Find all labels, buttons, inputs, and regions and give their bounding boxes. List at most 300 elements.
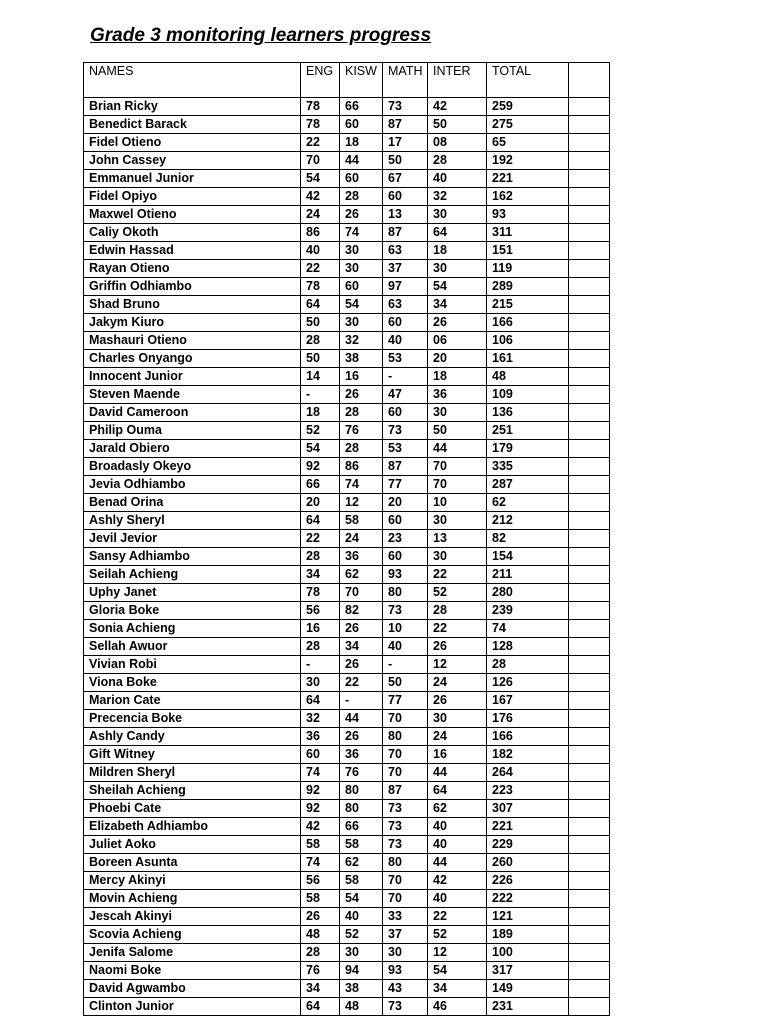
total-score-cell: 100 (487, 944, 569, 962)
kisw-score-cell: 58 (340, 512, 383, 530)
table-row (84, 908, 610, 926)
total-score-cell: 179 (487, 440, 569, 458)
table-row (84, 116, 610, 134)
math-score-cell: 10 (383, 620, 428, 638)
total-score-cell: 28 (487, 656, 569, 674)
learner-name-cell: Scovia Achieng (84, 926, 301, 944)
kisw-score-cell: 74 (340, 224, 383, 242)
empty-cell (569, 314, 610, 332)
eng-score-cell: 60 (301, 746, 340, 764)
eng-score-cell: 92 (301, 800, 340, 818)
math-score-cell: 63 (383, 296, 428, 314)
empty-cell (569, 242, 610, 260)
learner-name-cell: Jescah Akinyi (84, 908, 301, 926)
empty-cell (569, 332, 610, 350)
empty-cell (569, 656, 610, 674)
table-row (84, 422, 610, 440)
empty-cell (569, 350, 610, 368)
total-score-cell: 119 (487, 260, 569, 278)
math-score-cell: 23 (383, 530, 428, 548)
learner-name-cell: Broadasly Okeyo (84, 458, 301, 476)
total-score-cell: 192 (487, 152, 569, 170)
math-score-cell: 40 (383, 638, 428, 656)
empty-cell (569, 512, 610, 530)
kisw-score-cell: 58 (340, 836, 383, 854)
inter-score-cell: 42 (428, 98, 487, 116)
total-score-cell: 239 (487, 602, 569, 620)
inter-score-cell: 22 (428, 620, 487, 638)
inter-score-cell: 70 (428, 476, 487, 494)
table-row (84, 926, 610, 944)
total-score-cell: 121 (487, 908, 569, 926)
table-row (84, 656, 610, 674)
total-score-cell: 221 (487, 818, 569, 836)
eng-score-cell: 64 (301, 296, 340, 314)
empty-cell (569, 530, 610, 548)
empty-cell (569, 854, 610, 872)
kisw-score-cell: 94 (340, 962, 383, 980)
learner-name-cell: Elizabeth Adhiambo (84, 818, 301, 836)
total-score-cell: 149 (487, 980, 569, 998)
math-score-cell: 87 (383, 458, 428, 476)
kisw-score-cell: 24 (340, 530, 383, 548)
learner-name-cell: Charles Onyango (84, 350, 301, 368)
empty-cell (569, 692, 610, 710)
header-names: NAMES (84, 63, 301, 98)
total-score-cell: 226 (487, 872, 569, 890)
table-row (84, 998, 610, 1016)
empty-cell (569, 404, 610, 422)
eng-score-cell: 34 (301, 980, 340, 998)
eng-score-cell: 22 (301, 260, 340, 278)
kisw-score-cell: 60 (340, 278, 383, 296)
kisw-score-cell: 36 (340, 548, 383, 566)
total-score-cell: 280 (487, 584, 569, 602)
learner-name-cell: Mildren Sheryl (84, 764, 301, 782)
learner-name-cell: Edwin Hassad (84, 242, 301, 260)
math-score-cell: 60 (383, 512, 428, 530)
table-row (84, 368, 610, 386)
eng-score-cell: 36 (301, 728, 340, 746)
learner-name-cell: Uphy Janet (84, 584, 301, 602)
math-score-cell: 67 (383, 170, 428, 188)
learner-name-cell: David Cameroon (84, 404, 301, 422)
math-score-cell: 13 (383, 206, 428, 224)
inter-score-cell: 34 (428, 296, 487, 314)
math-score-cell: 70 (383, 710, 428, 728)
inter-score-cell: 70 (428, 458, 487, 476)
empty-cell (569, 818, 610, 836)
total-score-cell: 335 (487, 458, 569, 476)
math-score-cell: 50 (383, 152, 428, 170)
math-score-cell: 40 (383, 332, 428, 350)
learner-name-cell: Brian Ricky (84, 98, 301, 116)
learner-name-cell: Steven Maende (84, 386, 301, 404)
empty-cell (569, 836, 610, 854)
learner-name-cell: Sellah Awuor (84, 638, 301, 656)
kisw-score-cell: 28 (340, 440, 383, 458)
inter-score-cell: 44 (428, 854, 487, 872)
math-score-cell: - (383, 368, 428, 386)
learner-name-cell: Jenifa Salome (84, 944, 301, 962)
eng-score-cell: 56 (301, 602, 340, 620)
math-score-cell: 60 (383, 548, 428, 566)
empty-cell (569, 890, 610, 908)
empty-cell (569, 710, 610, 728)
empty-cell (569, 98, 610, 116)
inter-score-cell: 28 (428, 602, 487, 620)
empty-cell (569, 728, 610, 746)
total-score-cell: 162 (487, 188, 569, 206)
inter-score-cell: 52 (428, 584, 487, 602)
total-score-cell: 74 (487, 620, 569, 638)
math-score-cell: 73 (383, 98, 428, 116)
inter-score-cell: 36 (428, 386, 487, 404)
learner-name-cell: Gloria Boke (84, 602, 301, 620)
empty-cell (569, 476, 610, 494)
math-score-cell: 80 (383, 728, 428, 746)
learner-name-cell: Boreen Asunta (84, 854, 301, 872)
learner-name-cell: Marion Cate (84, 692, 301, 710)
header-blank (569, 63, 610, 98)
total-score-cell: 62 (487, 494, 569, 512)
table-row (84, 836, 610, 854)
eng-score-cell: 42 (301, 188, 340, 206)
kisw-score-cell: 66 (340, 818, 383, 836)
total-score-cell: 136 (487, 404, 569, 422)
kisw-score-cell: 58 (340, 872, 383, 890)
table-row (84, 332, 610, 350)
learner-name-cell: Fidel Otieno (84, 134, 301, 152)
math-score-cell: 77 (383, 692, 428, 710)
eng-score-cell: 74 (301, 764, 340, 782)
math-score-cell: 93 (383, 566, 428, 584)
inter-score-cell: 16 (428, 746, 487, 764)
eng-score-cell: 64 (301, 512, 340, 530)
table-row (84, 314, 610, 332)
table-row (84, 872, 610, 890)
math-score-cell: 63 (383, 242, 428, 260)
total-score-cell: 260 (487, 854, 569, 872)
eng-score-cell: 34 (301, 566, 340, 584)
learner-name-cell: Griffin Odhiambo (84, 278, 301, 296)
learner-name-cell: Mercy Akinyi (84, 872, 301, 890)
kisw-score-cell: - (340, 692, 383, 710)
table-row (84, 386, 610, 404)
table-row (84, 458, 610, 476)
math-score-cell: 73 (383, 818, 428, 836)
table-row (84, 854, 610, 872)
kisw-score-cell: 38 (340, 350, 383, 368)
kisw-score-cell: 54 (340, 890, 383, 908)
learner-name-cell: Sansy Adhiambo (84, 548, 301, 566)
kisw-score-cell: 36 (340, 746, 383, 764)
table-row (84, 440, 610, 458)
header-eng: ENG (301, 63, 340, 98)
empty-cell (569, 224, 610, 242)
inter-score-cell: 42 (428, 872, 487, 890)
learner-name-cell: Shad Bruno (84, 296, 301, 314)
math-score-cell: 53 (383, 440, 428, 458)
math-score-cell: 70 (383, 872, 428, 890)
empty-cell (569, 440, 610, 458)
eng-score-cell: 50 (301, 350, 340, 368)
empty-cell (569, 926, 610, 944)
total-score-cell: 93 (487, 206, 569, 224)
inter-score-cell: 30 (428, 548, 487, 566)
table-row (84, 512, 610, 530)
inter-score-cell: 28 (428, 152, 487, 170)
math-score-cell: 97 (383, 278, 428, 296)
table-row (84, 818, 610, 836)
inter-score-cell: 44 (428, 764, 487, 782)
kisw-score-cell: 44 (340, 152, 383, 170)
inter-score-cell: 30 (428, 260, 487, 278)
kisw-score-cell: 30 (340, 260, 383, 278)
math-score-cell: 20 (383, 494, 428, 512)
math-score-cell: 73 (383, 836, 428, 854)
empty-cell (569, 764, 610, 782)
eng-score-cell: 86 (301, 224, 340, 242)
eng-score-cell: 28 (301, 548, 340, 566)
math-score-cell: 87 (383, 782, 428, 800)
eng-score-cell: 78 (301, 278, 340, 296)
empty-cell (569, 872, 610, 890)
empty-cell (569, 980, 610, 998)
math-score-cell: 53 (383, 350, 428, 368)
empty-cell (569, 422, 610, 440)
inter-score-cell: 54 (428, 278, 487, 296)
eng-score-cell: 54 (301, 170, 340, 188)
total-score-cell: 215 (487, 296, 569, 314)
math-score-cell: 70 (383, 764, 428, 782)
empty-cell (569, 548, 610, 566)
total-score-cell: 65 (487, 134, 569, 152)
learner-name-cell: Innocent Junior (84, 368, 301, 386)
eng-score-cell: 56 (301, 872, 340, 890)
total-score-cell: 161 (487, 350, 569, 368)
empty-cell (569, 278, 610, 296)
inter-score-cell: 40 (428, 170, 487, 188)
table-row (84, 98, 610, 116)
eng-score-cell: 28 (301, 944, 340, 962)
inter-score-cell: 50 (428, 116, 487, 134)
kisw-score-cell: 48 (340, 998, 383, 1016)
math-score-cell: 60 (383, 314, 428, 332)
kisw-score-cell: 60 (340, 170, 383, 188)
kisw-score-cell: 76 (340, 422, 383, 440)
header-kisw: KISW (340, 63, 383, 98)
inter-score-cell: 08 (428, 134, 487, 152)
math-score-cell: 73 (383, 998, 428, 1016)
inter-score-cell: 64 (428, 782, 487, 800)
table-row (84, 728, 610, 746)
table-row (84, 404, 610, 422)
math-score-cell: 70 (383, 890, 428, 908)
table-row (84, 188, 610, 206)
inter-score-cell: 24 (428, 674, 487, 692)
document-title: Grade 3 monitoring learners progress (90, 25, 432, 46)
eng-score-cell: 58 (301, 890, 340, 908)
kisw-score-cell: 76 (340, 764, 383, 782)
learner-name-cell: Clinton Junior (84, 998, 301, 1016)
empty-cell (569, 998, 610, 1016)
total-score-cell: 106 (487, 332, 569, 350)
table-row (84, 782, 610, 800)
math-score-cell: 80 (383, 854, 428, 872)
kisw-score-cell: 62 (340, 854, 383, 872)
learner-name-cell: Juliet Aoko (84, 836, 301, 854)
math-score-cell: 50 (383, 674, 428, 692)
learner-name-cell: Vivian Robi (84, 656, 301, 674)
table-row (84, 584, 610, 602)
total-score-cell: 317 (487, 962, 569, 980)
math-score-cell: 77 (383, 476, 428, 494)
table-row (84, 530, 610, 548)
learner-name-cell: Jarald Obiero (84, 440, 301, 458)
learner-name-cell: Viona Boke (84, 674, 301, 692)
math-score-cell: 80 (383, 584, 428, 602)
total-score-cell: 311 (487, 224, 569, 242)
total-score-cell: 223 (487, 782, 569, 800)
math-score-cell: 93 (383, 962, 428, 980)
inter-score-cell: 30 (428, 206, 487, 224)
empty-cell (569, 458, 610, 476)
empty-cell (569, 188, 610, 206)
total-score-cell: 229 (487, 836, 569, 854)
inter-score-cell: 22 (428, 566, 487, 584)
empty-cell (569, 782, 610, 800)
learner-name-cell: Mashauri Otieno (84, 332, 301, 350)
kisw-score-cell: 74 (340, 476, 383, 494)
eng-score-cell: 14 (301, 368, 340, 386)
table-row (84, 242, 610, 260)
learner-name-cell: Sheilah Achieng (84, 782, 301, 800)
header-inter: INTER (428, 63, 487, 98)
header-math: MATH (383, 63, 428, 98)
table-row (84, 944, 610, 962)
math-score-cell: 87 (383, 224, 428, 242)
learner-name-cell: Rayan Otieno (84, 260, 301, 278)
empty-cell (569, 566, 610, 584)
table-row (84, 206, 610, 224)
empty-cell (569, 962, 610, 980)
inter-score-cell: 52 (428, 926, 487, 944)
table-row (84, 476, 610, 494)
learner-name-cell: Jevil Jevior (84, 530, 301, 548)
eng-score-cell: 66 (301, 476, 340, 494)
total-score-cell: 231 (487, 998, 569, 1016)
eng-score-cell: 76 (301, 962, 340, 980)
table-row (84, 296, 610, 314)
eng-score-cell: 16 (301, 620, 340, 638)
eng-score-cell: 64 (301, 692, 340, 710)
learner-name-cell: Fidel Opiyo (84, 188, 301, 206)
header-total: TOTAL (487, 63, 569, 98)
table-row (84, 260, 610, 278)
kisw-score-cell: 18 (340, 134, 383, 152)
eng-score-cell: 92 (301, 782, 340, 800)
empty-cell (569, 206, 610, 224)
eng-score-cell: 42 (301, 818, 340, 836)
empty-cell (569, 674, 610, 692)
eng-score-cell: 52 (301, 422, 340, 440)
inter-score-cell: 12 (428, 944, 487, 962)
kisw-score-cell: 82 (340, 602, 383, 620)
inter-score-cell: 22 (428, 908, 487, 926)
kisw-score-cell: 32 (340, 332, 383, 350)
eng-score-cell: 78 (301, 116, 340, 134)
kisw-score-cell: 86 (340, 458, 383, 476)
total-score-cell: 154 (487, 548, 569, 566)
learner-name-cell: Movin Achieng (84, 890, 301, 908)
empty-cell (569, 260, 610, 278)
math-score-cell: - (383, 656, 428, 674)
inter-score-cell: 54 (428, 962, 487, 980)
eng-score-cell: 48 (301, 926, 340, 944)
empty-cell (569, 386, 610, 404)
inter-score-cell: 46 (428, 998, 487, 1016)
eng-score-cell: 26 (301, 908, 340, 926)
empty-cell (569, 170, 610, 188)
math-score-cell: 73 (383, 800, 428, 818)
total-score-cell: 289 (487, 278, 569, 296)
inter-score-cell: 30 (428, 404, 487, 422)
table-row (84, 620, 610, 638)
inter-score-cell: 20 (428, 350, 487, 368)
inter-score-cell: 32 (428, 188, 487, 206)
kisw-score-cell: 70 (340, 584, 383, 602)
math-score-cell: 60 (383, 404, 428, 422)
inter-score-cell: 64 (428, 224, 487, 242)
learner-name-cell: Precencia Boke (84, 710, 301, 728)
total-score-cell: 275 (487, 116, 569, 134)
kisw-score-cell: 30 (340, 944, 383, 962)
eng-score-cell: 40 (301, 242, 340, 260)
math-score-cell: 70 (383, 746, 428, 764)
eng-score-cell: 70 (301, 152, 340, 170)
math-score-cell: 37 (383, 260, 428, 278)
eng-score-cell: 92 (301, 458, 340, 476)
math-score-cell: 87 (383, 116, 428, 134)
inter-score-cell: 18 (428, 242, 487, 260)
learner-name-cell: Sonia Achieng (84, 620, 301, 638)
table-row (84, 764, 610, 782)
table-row (84, 134, 610, 152)
total-score-cell: 211 (487, 566, 569, 584)
math-score-cell: 43 (383, 980, 428, 998)
inter-score-cell: 26 (428, 638, 487, 656)
total-score-cell: 251 (487, 422, 569, 440)
eng-score-cell: 78 (301, 584, 340, 602)
math-score-cell: 33 (383, 908, 428, 926)
kisw-score-cell: 26 (340, 728, 383, 746)
kisw-score-cell: 80 (340, 782, 383, 800)
total-score-cell: 109 (487, 386, 569, 404)
total-score-cell: 151 (487, 242, 569, 260)
math-score-cell: 37 (383, 926, 428, 944)
learners-progress-table (83, 62, 610, 1016)
empty-cell (569, 638, 610, 656)
math-score-cell: 73 (383, 602, 428, 620)
total-score-cell: 176 (487, 710, 569, 728)
learner-name-cell: Naomi Boke (84, 962, 301, 980)
table-row (84, 152, 610, 170)
table-row (84, 224, 610, 242)
eng-score-cell: 74 (301, 854, 340, 872)
table-row (84, 602, 610, 620)
learner-name-cell: Emmanuel Junior (84, 170, 301, 188)
